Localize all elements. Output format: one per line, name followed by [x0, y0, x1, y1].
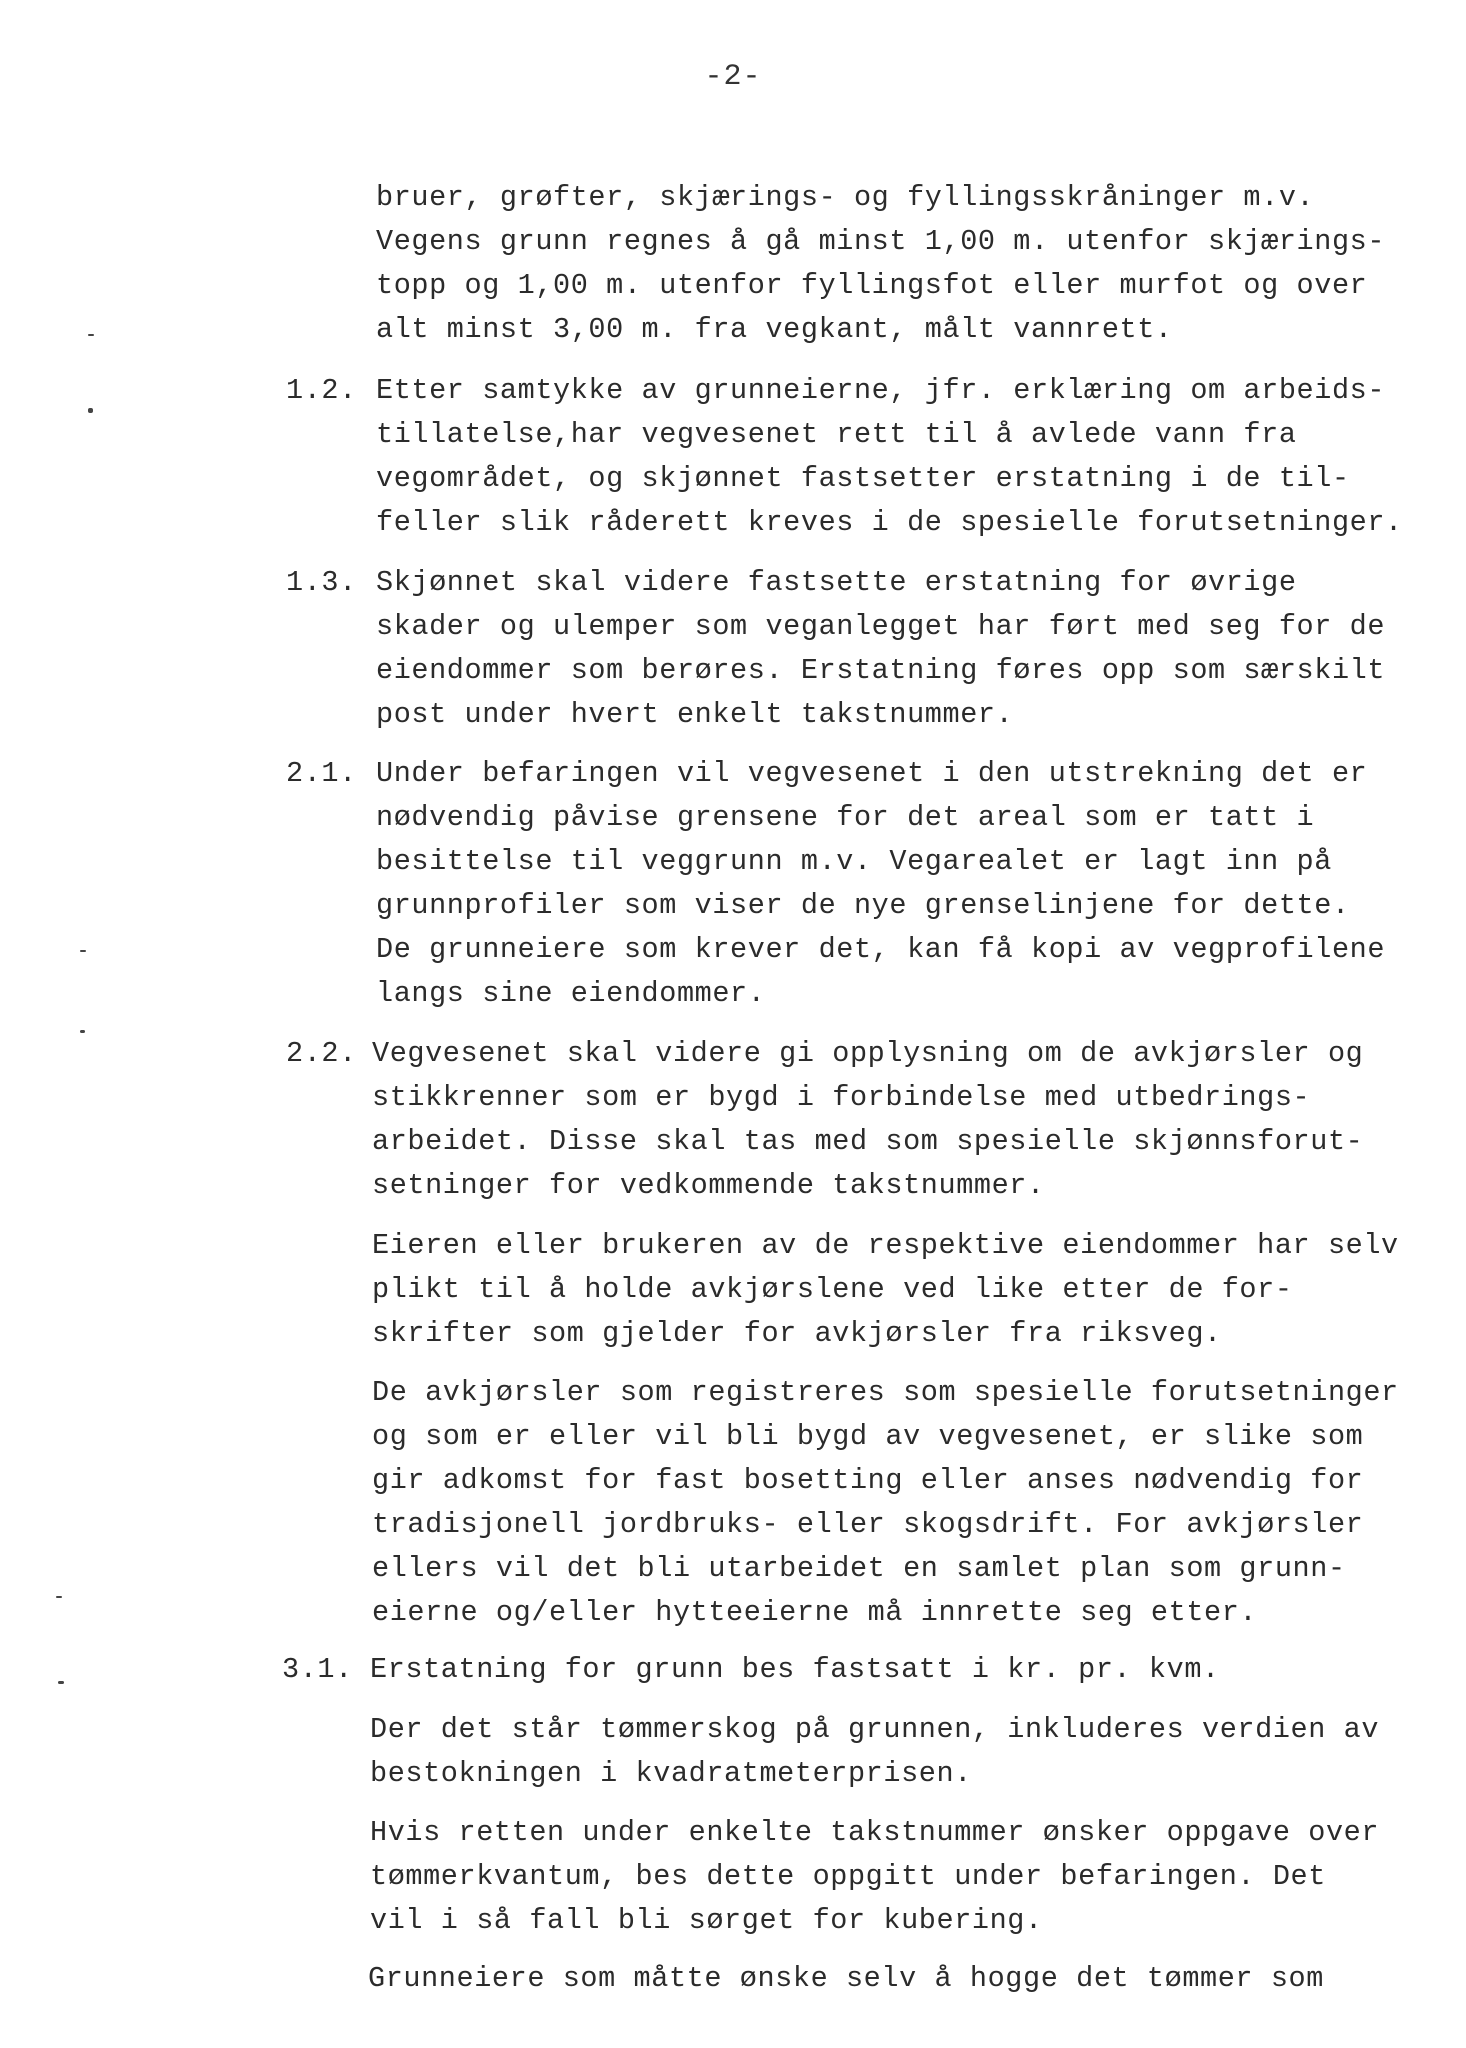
text-line: tradisjonell jordbruks- eller skogsdrift. For avkjørsler — [372, 1508, 1364, 1541]
text-line: Etter samtykke av grunneierne, jfr. erklæring om arbeids- — [376, 374, 1386, 407]
text-line: langs sine eiendommer. — [376, 977, 766, 1010]
text-line: besittelse til veggrunn m.v. Vegarealet er lagt inn på — [376, 845, 1332, 878]
text-line: tillatelse,har vegvesenet rett til å avlede vann fra — [376, 418, 1297, 451]
text-line: alt minst 3,00 m. fra vegkant, målt vannrett. — [376, 313, 1173, 346]
text-line: plikt til å holde avkjørslene ved like etter de for- — [372, 1273, 1293, 1306]
text-line: Vegens grunn regnes å gå minst 1,00 m. utenfor skjærings- — [376, 225, 1386, 258]
section-number: 1.3. — [286, 566, 357, 599]
text-line: gir adkomst for fast bosetting eller anses nødvendig for — [372, 1464, 1364, 1497]
text-line: vil i så fall bli sørget for kubering. — [370, 1904, 1043, 1937]
margin-mark — [88, 334, 94, 336]
margin-mark — [58, 1681, 64, 1684]
text-line: Vegvesenet skal videre gi opplysning om de avkjørsler og — [372, 1037, 1364, 1070]
text-line: bestokningen i kvadratmeterprisen. — [370, 1757, 972, 1790]
text-line: vegområdet, og skjønnet fastsetter erstatning i de til- — [376, 462, 1350, 495]
text-line: Hvis retten under enkelte takstnummer ønsker oppgave over — [370, 1816, 1380, 1849]
margin-mark — [80, 950, 86, 952]
section-number: 2.2. — [286, 1037, 357, 1070]
text-line: arbeidet. Disse skal tas med som spesielle skjønnsforut- — [372, 1125, 1364, 1158]
text-line: topp og 1,00 m. utenfor fyllingsfot eller murfot og over — [376, 269, 1368, 302]
text-line: Der det står tømmerskog på grunnen, inkluderes verdien av — [370, 1713, 1380, 1746]
margin-mark — [88, 408, 93, 413]
text-line: setninger for vedkommende takstnummer. — [372, 1169, 1045, 1202]
text-line: Skjønnet skal videre fastsette erstatning for øvrige — [376, 566, 1297, 599]
section-number: 3.1. — [282, 1653, 353, 1686]
text-line: post under hvert enkelt takstnummer. — [376, 698, 1014, 731]
text-line: eiendommer som berøres. Erstatning føres opp som særskilt — [376, 654, 1386, 687]
text-line: Under befaringen vil vegvesenet i den utstrekning det er — [376, 757, 1368, 790]
text-line: feller slik råderett kreves i de spesielle forutsetninger. — [376, 506, 1403, 539]
text-line: eierne og/eller hytteeierne må innrette seg etter. — [372, 1596, 1258, 1629]
text-line: stikkrenner som er bygd i forbindelse med utbedrings- — [372, 1081, 1311, 1114]
text-line: Erstatning for grunn bes fastsatt i kr. pr. kvm. — [370, 1653, 1220, 1686]
text-line: skrifter som gjelder for avkjørsler fra riksveg. — [372, 1317, 1222, 1350]
text-line: De grunneiere som krever det, kan få kopi av vegprofilene — [376, 933, 1386, 966]
margin-mark — [80, 1030, 85, 1033]
section-number: 2.1. — [286, 757, 357, 790]
text-line: De avkjørsler som registreres som spesielle forutsetninger — [372, 1376, 1399, 1409]
text-line: og som er eller vil bli bygd av vegvesenet, er slike som — [372, 1420, 1364, 1453]
section-number: 1.2. — [286, 374, 357, 407]
text-line: bruer, grøfter, skjærings- og fyllingsskråninger m.v. — [376, 181, 1315, 214]
text-line: grunnprofiler som viser de nye grenselinjene for dette. — [376, 889, 1350, 922]
text-line: ellers vil det bli utarbeidet en samlet plan som grunn- — [372, 1552, 1346, 1585]
margin-mark — [56, 1596, 62, 1598]
text-line: Grunneiere som måtte ønske selv å hogge det tømmer som — [368, 1962, 1324, 1995]
text-line: nødvendig påvise grensene for det areal som er tatt i — [376, 801, 1315, 834]
text-line: tømmerkvantum, bes dette oppgitt under befaringen. Det — [370, 1860, 1326, 1893]
text-line: skader og ulemper som veganlegget har ført med seg for de — [376, 610, 1386, 643]
text-line: Eieren eller brukeren av de respektive eiendommer har selv — [372, 1229, 1399, 1262]
page-number: -2- — [704, 60, 762, 94]
